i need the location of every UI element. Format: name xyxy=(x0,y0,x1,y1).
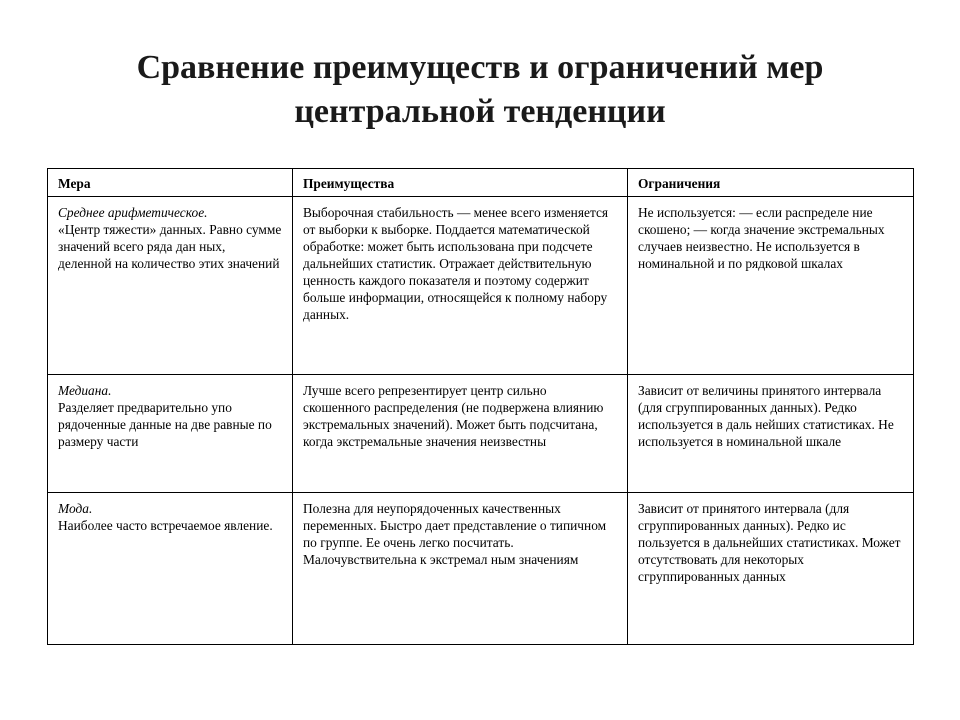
table-row-mode xyxy=(48,493,914,645)
advantages-cell: Лучше всего репрезентирует центр сильно скошенного распределения (не подвержена влиянию экстремальных значений). Может быть подсчитана, когда экстремальные значения неизвестны xyxy=(293,375,628,493)
table-header-row xyxy=(48,169,914,197)
measure-name: Среднее арифметическое. xyxy=(58,205,208,220)
header-measure: Мера xyxy=(48,169,293,197)
table-row-median xyxy=(48,375,914,493)
table-row-mean xyxy=(48,197,914,375)
measure-name: Медиана. xyxy=(58,383,112,398)
measure-cell xyxy=(48,375,293,493)
advantages-cell: Выборочная стабильность — менее всего изменяется от выборки к выборке. Поддается математической обработке: может быть использована при подсчете дальнейших статистик. Отражает действительную ценность каждого показателя и поэтому содержит больше информации, относящейся к полному набору данных. xyxy=(293,197,628,375)
measure-name: Мода. xyxy=(58,501,93,516)
title-line-2: центральной тенденции xyxy=(294,93,666,130)
header-advantages: Преимущества xyxy=(293,169,628,197)
limitations-cell: Зависит от принятого интервала (для сгруппированных данных). Редко ис пользуется в дальнейших статистиках. Может отсутствовать для некоторых сгруппированных данных xyxy=(628,493,914,645)
limitations-cell: Зависит от величины принятого интервала (для сгруппированных данных). Редко используется в даль нейших статистиках. Не используется в номинальной шкале xyxy=(628,375,914,493)
measure-description: Разделяет предварительно упо рядоченные данные на две равные по размеру части xyxy=(58,400,272,449)
comparison-table xyxy=(47,168,914,645)
measure-cell xyxy=(48,197,293,375)
measure-description: «Центр тяжести» данных. Равно сумме значений всего ряда дан ных, деленной на количество этих значений xyxy=(58,222,282,271)
advantages-cell: Полезна для неупорядоченных качественных переменных. Быстро дает представление о типичном по группе. Ее очень легко посчитать. Малочувствительна к экстремал ным значениям xyxy=(293,493,628,645)
slide-title xyxy=(60,46,900,134)
measure-description: Наиболее часто встречаемое явление. xyxy=(58,518,273,533)
limitations-cell: Не используется: — если распределе ние скошено; — когда значение экстремальных случаев неизвестно. Не используется в номинальной и по рядковой шкалах xyxy=(628,197,914,375)
header-limitations: Ограничения xyxy=(628,169,914,197)
title-line-1: Сравнение преимуществ и ограничений мер xyxy=(136,49,824,86)
measure-cell xyxy=(48,493,293,645)
